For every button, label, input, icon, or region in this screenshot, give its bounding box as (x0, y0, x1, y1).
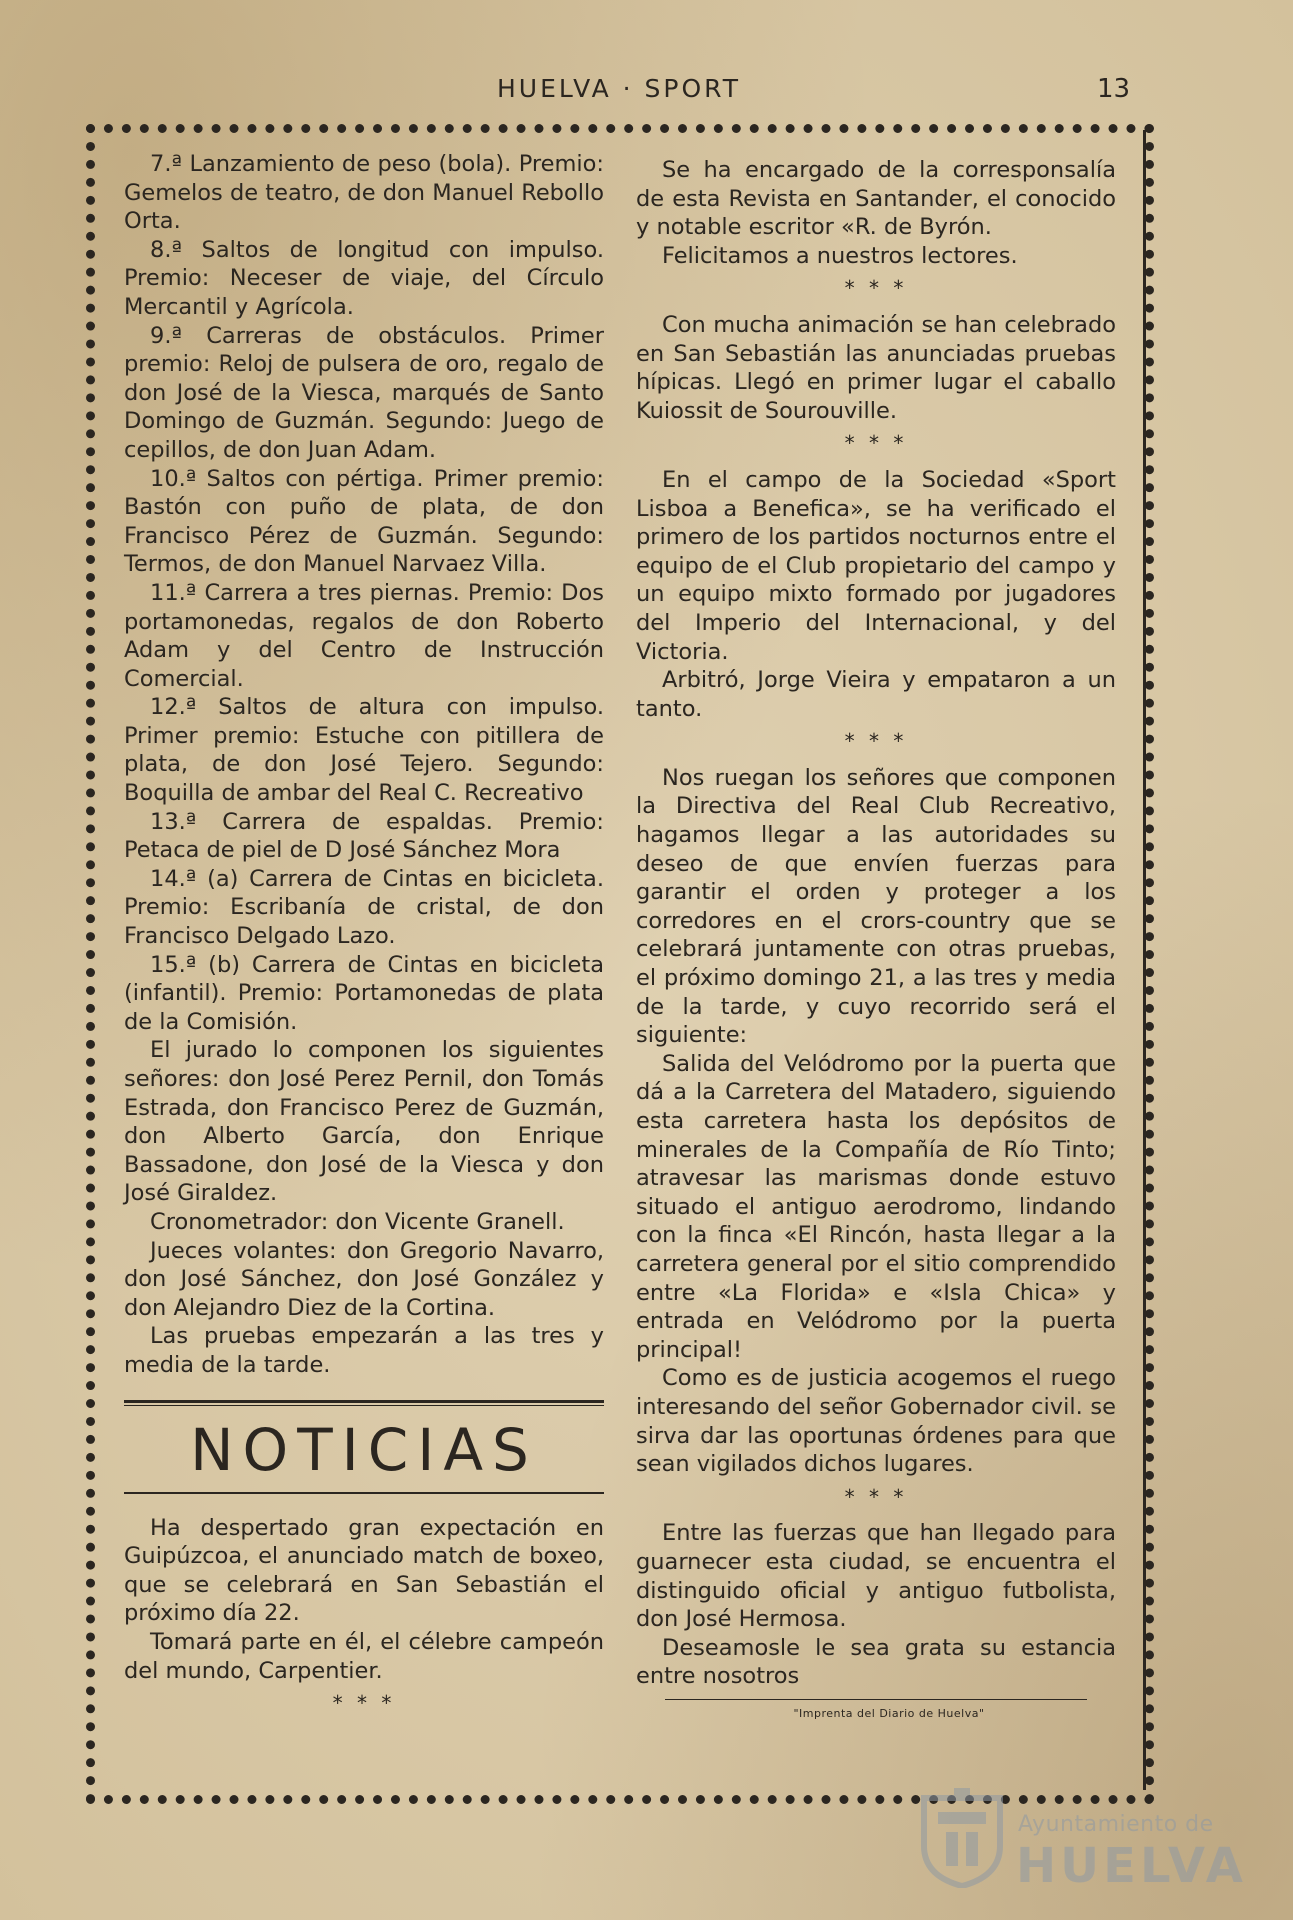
paragraph: 8.ª Saltos de longitud con impulso. Premio: Neceser de viaje, del Círculo Mercantil y Agrícola. (124, 236, 604, 320)
border-inner-rule (1143, 130, 1146, 1790)
archive-watermark (916, 1788, 1247, 1898)
paragraph: Las pruebas empezarán a las tres y media de la tarde. (124, 1323, 604, 1378)
paragraph: Jueces volantes: don Gregorio Navarro, don José Sánchez, don José González y don Alejandro Diez de la Cortina. (124, 1237, 604, 1321)
paragraph: En el campo de la Sociedad «Sport Lisboa a Benefica», se ha verificado el primero de los partidos nocturnos entre el equipo de el Club propietario del campo y un equipo mixto formado por jugadores del Imperio del Internacional, y del Victoria. (636, 466, 1116, 665)
news-paragraph: Ha despertado gran expectación en Guipúzcoa, el anunciado match de boxeo, que se celebrará en San Sebastián el próximo día 22. (124, 1514, 604, 1627)
paragraph: Deseamosle le sea grata su estancia entre nosotros (636, 1634, 1116, 1690)
paragraph: Con mucha animación se han celebrado en San Sebastián las anunciadas pruebas hípicas. Llegó en primer lugar el caballo Kuiossit de Sourouville. (636, 311, 1116, 424)
asterism-separator: * * * (844, 276, 908, 301)
paragraph: 15.ª (b) Carrera de Cintas en bicicleta (infantil). Premio: Portamonedas de plata de la Comisión. (124, 951, 604, 1035)
paragraph: Arbitró, Jorge Vieira y empataron a un tanto. (636, 667, 1116, 722)
paragraph: 11.ª Carrera a tres piernas. Premio: Dos portamonedas, regalos de don Roberto Adam y del Centro de Instrucción Comercial. (124, 579, 604, 692)
coat-of-arms-icon (916, 1788, 1008, 1888)
page-number: 13 (1097, 74, 1131, 104)
news-paragraph: Tomará parte en él, el célebre campeón del mundo, Carpentier. (124, 1628, 604, 1684)
watermark-line1: Ayuntamiento de (1018, 1812, 1214, 1837)
asterism-separator: * * * (844, 1484, 908, 1509)
paragraph: Nos ruegan los señores que componen la Directiva del Real Club Recreativo, hagamos llegar a las autoridades su deseo de que envíen fuerzas para garantir el orden y proteger a los corredores en el crors-country que se celebrará juntamente con otras pruebas, el próximo domingo 21, a las tres y media de la tarde, y cuyo recorrido será el siguiente: (636, 764, 1116, 1049)
publication-title: HUELVA · SPORT (497, 74, 741, 103)
paragraph: Se ha encargado de la corresponsalía de esta Revista en Santander, el conocido y notable escritor «R. de Byrón. (636, 157, 1116, 241)
paragraph: 9.ª Carreras de obstáculos. Primer premio: Reloj de pulsera de oro, regalo de don José de la Viesca, marqués de Santo Domingo de Guzmán. Segundo: Juego de cepillos, de don Juan Adam. (124, 322, 604, 463)
paragraph: 14.ª (a) Carrera de Cintas en bicicleta. Premio: Escribanía de cristal, de don Francisco Delgado Lazo. (124, 865, 604, 950)
paragraph: 10.ª Saltos con pértiga. Primer premio: Bastón con puño de plata, de don Francisco Pérez de Guzmán. Segundo: Termos, de don Manuel Narvaez Villa. (124, 465, 604, 578)
paragraph: Como es de justicia acogemos el ruego interesando del señor Gobernador civil. se sirva dar las oportunas órdenes para que sean vigilados dichos lugares. (636, 1365, 1116, 1478)
paragraph: Salida del Velódromo por la puerta que dá a la Carretera del Matadero, siguiendo esta carretera hasta los depósitos de minerales de la Compañía de Río Tinto; atravesar las marismas donde estuvo situado el antiguo aerodromo, lindando con la finca «El Rincón, hasta llegar a la carretera general por el sitio comprendido entre «La Florida» e «Isla Chica» y entrada en Velódromo por la puerta principal! (636, 1050, 1116, 1363)
paragraph: El jurado lo componen los siguientes señores: don José Perez Pernil, don Tomás Estrada, don Francisco Perez de Guzmán, don Alberto García, don Enrique Bassadone, don José de la Viesca y don José Giraldez. (124, 1037, 604, 1207)
left-column (124, 150, 604, 1726)
asterism-separator: * * * (844, 431, 908, 456)
paragraph: Entre las fuerzas que han llegado para guarnecer esta ciudad, se encuentra el distinguido oficial y antiguo futbolista, don José Hermosa. (636, 1520, 1116, 1633)
paragraph: 12.ª Saltos de altura con impulso. Primer premio: Estuche con pitillera de plata, de don José Tejero. Segundo: Boquilla de ambar del Real C. Recreativo (124, 694, 604, 807)
paragraph: 13.ª Carrera de espaldas. Premio: Petaca de piel de D José Sánchez Mora (124, 808, 604, 864)
paragraph: Felicitamos a nuestros lectores. (662, 242, 1018, 269)
running-head (0, 74, 1293, 108)
right-column (636, 156, 1116, 1728)
paragraph: Cronometrador: don Vicente Granell. (150, 1208, 565, 1235)
printer-imprint: "Imprenta del Diario de Huelva" (793, 1706, 985, 1720)
paragraph: 7.ª Lanzamiento de peso (bola). Premio: Gemelos de teatro, de don Manuel Rebollo Orta. (124, 151, 604, 235)
section-heading: NOTICIAS (190, 1415, 538, 1484)
section-rule-bottom (124, 1492, 604, 1494)
asterism-separator: * * * (844, 729, 908, 754)
watermark-line2: HUELVA (1016, 1838, 1247, 1894)
asterism-separator: * * * (332, 1691, 396, 1716)
section-rule-top (124, 1400, 604, 1406)
